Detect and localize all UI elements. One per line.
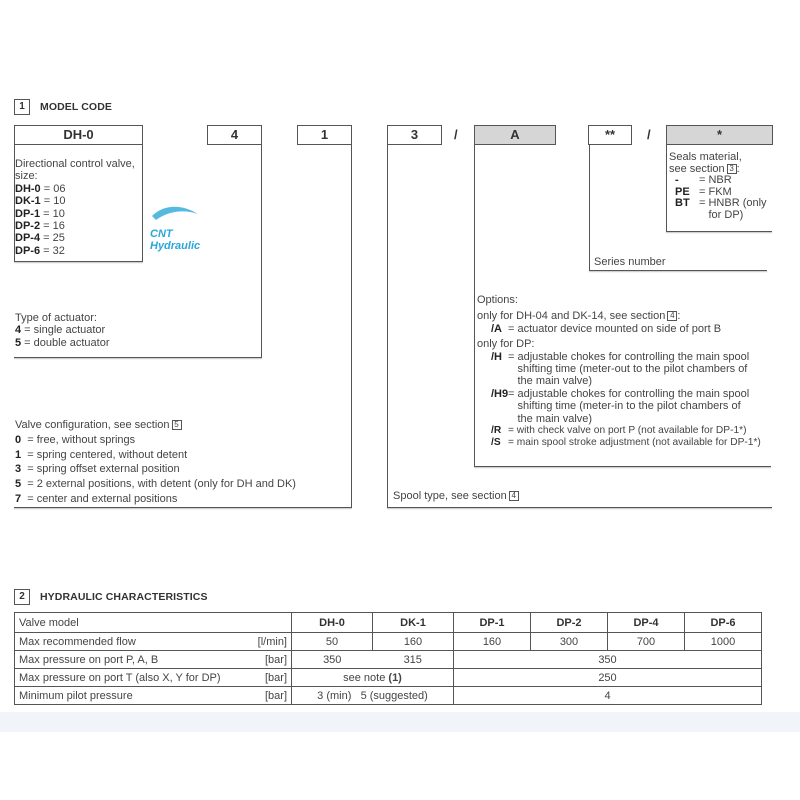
series-title: Series number [594,256,666,268]
size-title: Directional control valve, [15,158,135,170]
divider [14,357,262,358]
table-cell: 160 [454,633,531,651]
actuator-item: 5 = double actuator [15,336,110,349]
row-label: Max recommended flow [l/min] [15,633,292,651]
divider [474,144,475,466]
section-title-hydraulic: HYDRAULIC CHARACTERISTICS [40,591,208,603]
seals-block: Seals material, see section 3 : - = NBR PE = FKM BT = HNBR (only for DP) [669,151,767,221]
code-box-spool: 3 [387,125,442,145]
actuator-title: Type of actuator: [15,312,97,324]
bottom-band [0,712,800,732]
section-ref: 5 [172,420,182,430]
valve-config-item: 5 = 2 external positions, with detent (only for DH and DK) [15,478,296,491]
model-header: DH-0 [292,613,373,633]
section-ref: 4 [509,491,519,501]
code-box-size: DH-0 [14,125,143,145]
valve-config-title: Valve configuration, see section [15,419,170,431]
valve-config-item: 3 = spring offset external position [15,463,180,476]
code-box-series: ** [588,125,632,145]
table-cell: 160 [373,633,454,651]
seals-subtitle: see section [669,162,725,175]
divider [387,144,388,507]
options-group1-title: only for DH-04 and DK-14, see section [477,310,666,323]
divider [666,144,667,231]
code-box-seals: * [666,125,773,145]
actuator-item: 4 = single actuator [15,324,106,337]
table-row [15,669,762,687]
valve-config-item: 1 = spring centered, without detent [15,448,188,461]
table-cell: 700 [608,633,685,651]
row-label: Max pressure on port T (also X, Y for DP) [bar] [15,669,292,687]
section-number-1: 1 [14,99,30,115]
table-row [15,687,762,705]
option-item-h9: /H9 = adjustable chokes for controlling the main spool shifting time (meter-in to the pilot chambers of the main valve) [491,387,750,425]
option-item-r: /R = with check valve on port P (not available for DP-1*) [491,425,747,437]
model-header: DP-2 [531,613,608,633]
section-title-model-code: MODEL CODE [40,101,112,113]
header-label: Valve model [15,613,292,633]
section-number-2: 2 [14,589,30,605]
divider [142,144,143,262]
model-header: DP-4 [608,613,685,633]
divider [474,466,771,467]
row-label: Minimum pilot pressure [bar] [15,687,292,705]
table-cell-merged: 250 [454,669,762,687]
spool-block [393,490,519,502]
option-item-s: /S = main spool stroke adjustment (not available for DP-1*) [491,437,761,449]
seal-item: - = NBR [675,174,732,186]
divider [387,507,772,508]
watermark-wave-icon [150,200,200,226]
option-item-h: /H = adjustable chokes for controlling the main spool shifting time (meter-out to the pilot chambers of the main valve) [491,350,750,388]
table-cell: 315 [373,651,454,669]
model-header: DP-1 [454,613,531,633]
valve-config-block [15,418,296,507]
table-cell-merged: 350 [454,651,762,669]
options-title: Options: [477,294,518,306]
code-box-actuator: 4 [207,125,262,145]
size-item: DK-1 = 10 [15,195,66,208]
divider [14,261,143,262]
section-ref: 4 [667,311,677,321]
actuator-block [15,312,110,349]
divider [589,144,590,270]
table-cell-merged: 4 [454,687,762,705]
model-header: DP-6 [685,613,762,633]
valve-config-item: 7 = center and external positions [15,492,178,505]
option-item-a: /A = actuator device mounted on side of port B [491,322,722,335]
table-row [15,633,762,651]
divider [14,507,352,508]
watermark-logo [150,200,200,256]
seal-item: BT = HNBR (only for DP) [675,197,767,221]
slash-separator: / [454,127,458,142]
table-cell-merged: 3 (min) 5 (suggested) [292,687,454,705]
size-block [15,158,135,257]
size-item: DP-4 = 25 [15,232,65,245]
divider [351,144,352,507]
seal-item: PE = FKM [675,185,732,198]
size-item: DP-2 = 16 [15,220,65,233]
spool-title: Spool type, see section [393,490,507,502]
table-row [15,651,762,669]
section-ref: 3 [727,164,737,174]
divider [261,144,262,357]
table-cell: 350 [292,651,373,669]
table-cell: 300 [531,633,608,651]
options-block: Options: only for DH-04 and DK-14, see section 4 : /A = actuator device mounted on side of port B only for DP: /H = adjustable chokes for controlling the main spool shifting time (meter-out to the pilot chambers of the main valve) /H9 = adjustable chokes for controlling the main spool shifting time (meter-in to the pilot chambers of the main valve) /R = with check valve on port P (not available for DP-1*) /S = main spool stroke adjustment (not available for DP-1*) [477,294,777,450]
valve-config-item: 0 = free, without springs [15,433,136,446]
table-cell: 50 [292,633,373,651]
size-item: DH-0 = 06 [15,182,66,195]
code-box-config: 1 [297,125,352,145]
divider [666,231,772,232]
size-subtitle: size: [15,170,38,183]
seals-title: Seals material, [669,151,742,163]
size-item: DP-1 = 10 [15,207,65,220]
watermark-text: CNT Hydraulic [150,228,201,252]
table-header-row [15,613,762,633]
slash-separator: / [647,127,651,142]
row-label: Max pressure on port P, A, B [bar] [15,651,292,669]
hydraulic-table [14,612,762,705]
options-group2-title: only for DP: [477,338,535,351]
divider [589,270,767,271]
table-cell: 1000 [685,633,762,651]
model-header: DK-1 [373,613,454,633]
code-box-options: A [474,125,556,145]
size-item: DP-6 = 32 [15,244,65,257]
table-cell-merged: see note (1) [292,669,454,687]
